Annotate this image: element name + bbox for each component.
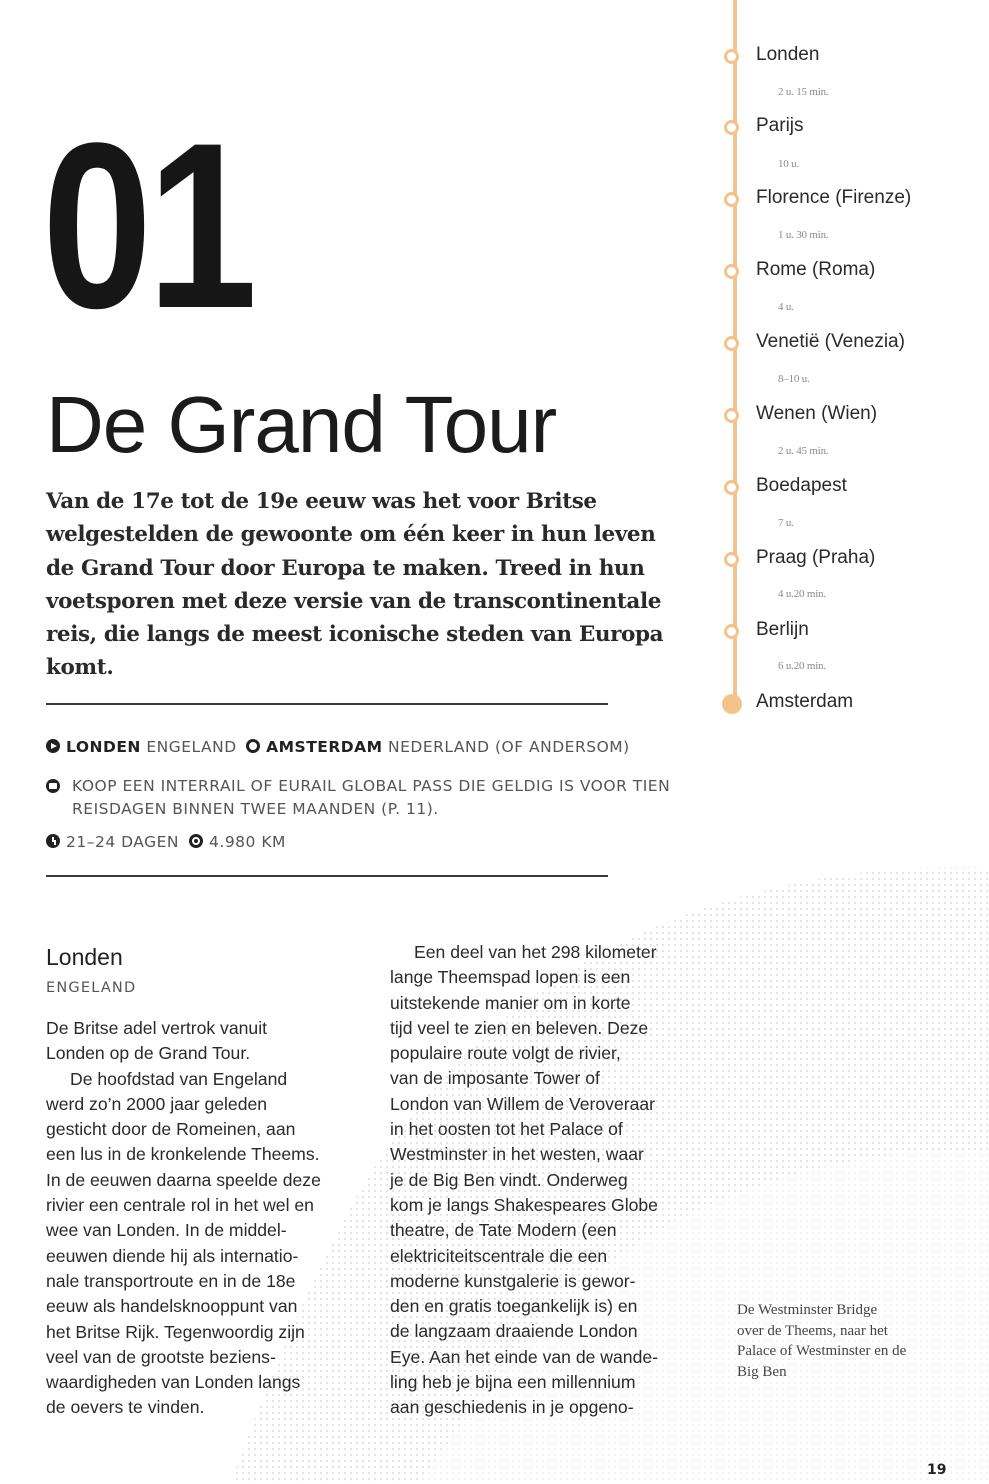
body-line: nale transportroute en in de 18e xyxy=(46,1270,296,1291)
body-line: Westminster in het westen, waar xyxy=(390,1144,644,1165)
stop-marker-icon xyxy=(724,120,739,135)
route-duration: 10 u. xyxy=(778,158,800,170)
body-line: wee van Londen. In de middel- xyxy=(46,1220,287,1241)
body-line: Een deel van het 298 kilometer xyxy=(414,942,657,962)
divider xyxy=(46,875,608,877)
body-line: De Britse adel vertrok vanuit xyxy=(46,1018,267,1038)
end-city: AMSTERDAM xyxy=(266,738,383,756)
body-line: theatre, de Tate Modern (een xyxy=(390,1220,617,1241)
route-stop xyxy=(724,331,984,361)
body-line: Eye. Aan het einde van de wande- xyxy=(390,1346,659,1367)
body-line: den en gratis toegankelijk is) en xyxy=(390,1296,638,1317)
rail-pass-icon xyxy=(46,779,60,793)
stop-marker-icon xyxy=(724,264,739,279)
trip-distance: 4.980 KM xyxy=(209,833,286,851)
body-line: de oevers te vinden. xyxy=(46,1397,205,1418)
route-duration: 4 u.20 min. xyxy=(778,588,826,600)
body-line: De hoofdstad van Engeland xyxy=(70,1068,288,1089)
stop-name: Praag (Praha) xyxy=(756,547,876,568)
route-stop xyxy=(724,259,984,289)
body-line: ling heb je bijna een millennium xyxy=(390,1372,636,1393)
end-icon xyxy=(246,739,260,753)
route-stop xyxy=(724,547,984,577)
body-line: een lus in de kronkelende Theems. xyxy=(46,1144,320,1165)
stop-name: Rome (Roma) xyxy=(756,259,876,280)
body-line: London van Willem de Veroveraar xyxy=(390,1093,656,1114)
route-duration: 6 u.20 min. xyxy=(778,660,826,672)
route-stop xyxy=(724,44,984,74)
route-duration: 8–10 u. xyxy=(778,373,810,385)
intro-paragraph: Van de 17e tot de 19e eeuw was het voor Britse welgestelden de gewoonte om één keer in hun leven de Grand Tour door Europa te maken. Treed in hun voetsporen met deze versie van de transcontinentale reis, die langs de meest iconische steden van Europa komt. xyxy=(46,489,664,681)
stop-marker-icon xyxy=(724,336,739,351)
clock-icon xyxy=(46,834,60,848)
body-line: tijd veel te zien en beleven. Deze xyxy=(390,1017,649,1038)
route-duration: 2 u. 45 min. xyxy=(778,445,829,457)
stop-marker-icon xyxy=(724,192,739,207)
body-line: In de eeuwen daarna speelde deze xyxy=(46,1169,321,1190)
body-line: werd zo’n 2000 jaar geleden xyxy=(46,1093,268,1114)
body-column-2 xyxy=(390,940,658,1421)
route-stop xyxy=(724,187,984,217)
divider xyxy=(46,703,608,705)
stop-marker-icon xyxy=(724,552,739,567)
stop-marker-icon xyxy=(724,624,739,639)
section-subtitle: ENGELAND xyxy=(46,980,137,996)
stop-end-marker-icon xyxy=(722,694,742,714)
route-endpoints xyxy=(46,738,630,756)
page-title: De Grand Tour xyxy=(46,380,557,469)
stop-name: Wenen (Wien) xyxy=(756,403,878,424)
route-stop xyxy=(724,619,984,649)
body-line: elektriciteitscentrale die een xyxy=(390,1245,608,1266)
body-line: de langzaam draaiende London xyxy=(390,1321,638,1342)
stop-name: Amsterdam xyxy=(756,691,854,712)
stop-marker-icon xyxy=(724,408,739,423)
route-stop xyxy=(724,475,984,505)
rail-pass-info: KOOP EEN INTERRAIL OF EURAIL GLOBAL PASS DIE GELDIG IS VOOR TIEN REISDAGEN BINNEN TWEE MAANDEN (P. 11). xyxy=(72,777,671,818)
body-line: eeuwen diende hij als internatio- xyxy=(46,1245,299,1266)
page-number: 19 xyxy=(927,1462,947,1478)
body-line: lange Theemspad lopen is een xyxy=(390,967,631,988)
distance-icon xyxy=(189,834,203,848)
body-line: eeuw als handelsknooppunt van xyxy=(46,1296,298,1317)
body-column-1 xyxy=(46,1016,321,1421)
route-duration: 2 u. 15 min. xyxy=(778,86,829,98)
route-duration: 1 u. 30 min. xyxy=(778,229,829,241)
start-icon xyxy=(46,739,60,753)
body-line: uitstekende manier om in korte xyxy=(390,992,631,1013)
start-city: LONDEN xyxy=(66,738,141,756)
trip-stats xyxy=(46,833,286,851)
stop-name: Berlijn xyxy=(756,619,809,640)
body-line: moderne kunstgalerie is gewor- xyxy=(390,1270,636,1291)
route-stop xyxy=(724,403,984,433)
section-title: Londen xyxy=(46,944,123,970)
body-line: kom je langs Shakespeares Globe xyxy=(390,1194,658,1215)
stop-marker-icon xyxy=(724,49,739,64)
route-duration: 4 u. xyxy=(778,301,794,313)
start-country: ENGELAND xyxy=(146,738,237,756)
body-line: populaire route volgt de rivier, xyxy=(390,1043,621,1064)
end-country: NEDERLAND (OF ANDERSOM) xyxy=(388,738,630,756)
body-line: veel van de grootste beziens- xyxy=(46,1346,276,1367)
trip-duration: 21–24 DAGEN xyxy=(66,833,180,851)
stop-name: Venetië (Venezia) xyxy=(756,331,905,352)
body-line: aan geschiedenis in je opgeno- xyxy=(390,1397,634,1418)
stop-marker-icon xyxy=(724,480,739,495)
body-line: Londen op de Grand Tour. xyxy=(46,1043,251,1064)
route-stop-final xyxy=(724,691,984,721)
route-duration: 7 u. xyxy=(778,517,794,529)
stop-name: Boedapest xyxy=(756,475,847,496)
body-line: waardigheden van Londen langs xyxy=(46,1372,301,1393)
body-line: gesticht door de Romeinen, aan xyxy=(46,1119,296,1140)
body-line: in het oosten tot het Palace of xyxy=(390,1119,623,1140)
body-line: het Britse Rijk. Tegenwoordig zijn xyxy=(46,1321,305,1342)
body-line: je de Big Ben vindt. Onderweg xyxy=(390,1169,628,1190)
stop-name: Londen xyxy=(756,44,820,65)
chapter-number: 01 xyxy=(42,94,253,358)
route-stop xyxy=(724,115,984,145)
body-line: rivier een centrale rol in het wel en xyxy=(46,1195,314,1216)
stop-name: Parijs xyxy=(756,115,804,136)
body-line: van de imposante Tower of xyxy=(390,1068,600,1089)
photo-caption: De Westminster Bridge over de Theems, naar het Palace of Westminster en de Big Ben xyxy=(737,1302,907,1380)
stop-name: Florence (Firenze) xyxy=(756,187,912,208)
